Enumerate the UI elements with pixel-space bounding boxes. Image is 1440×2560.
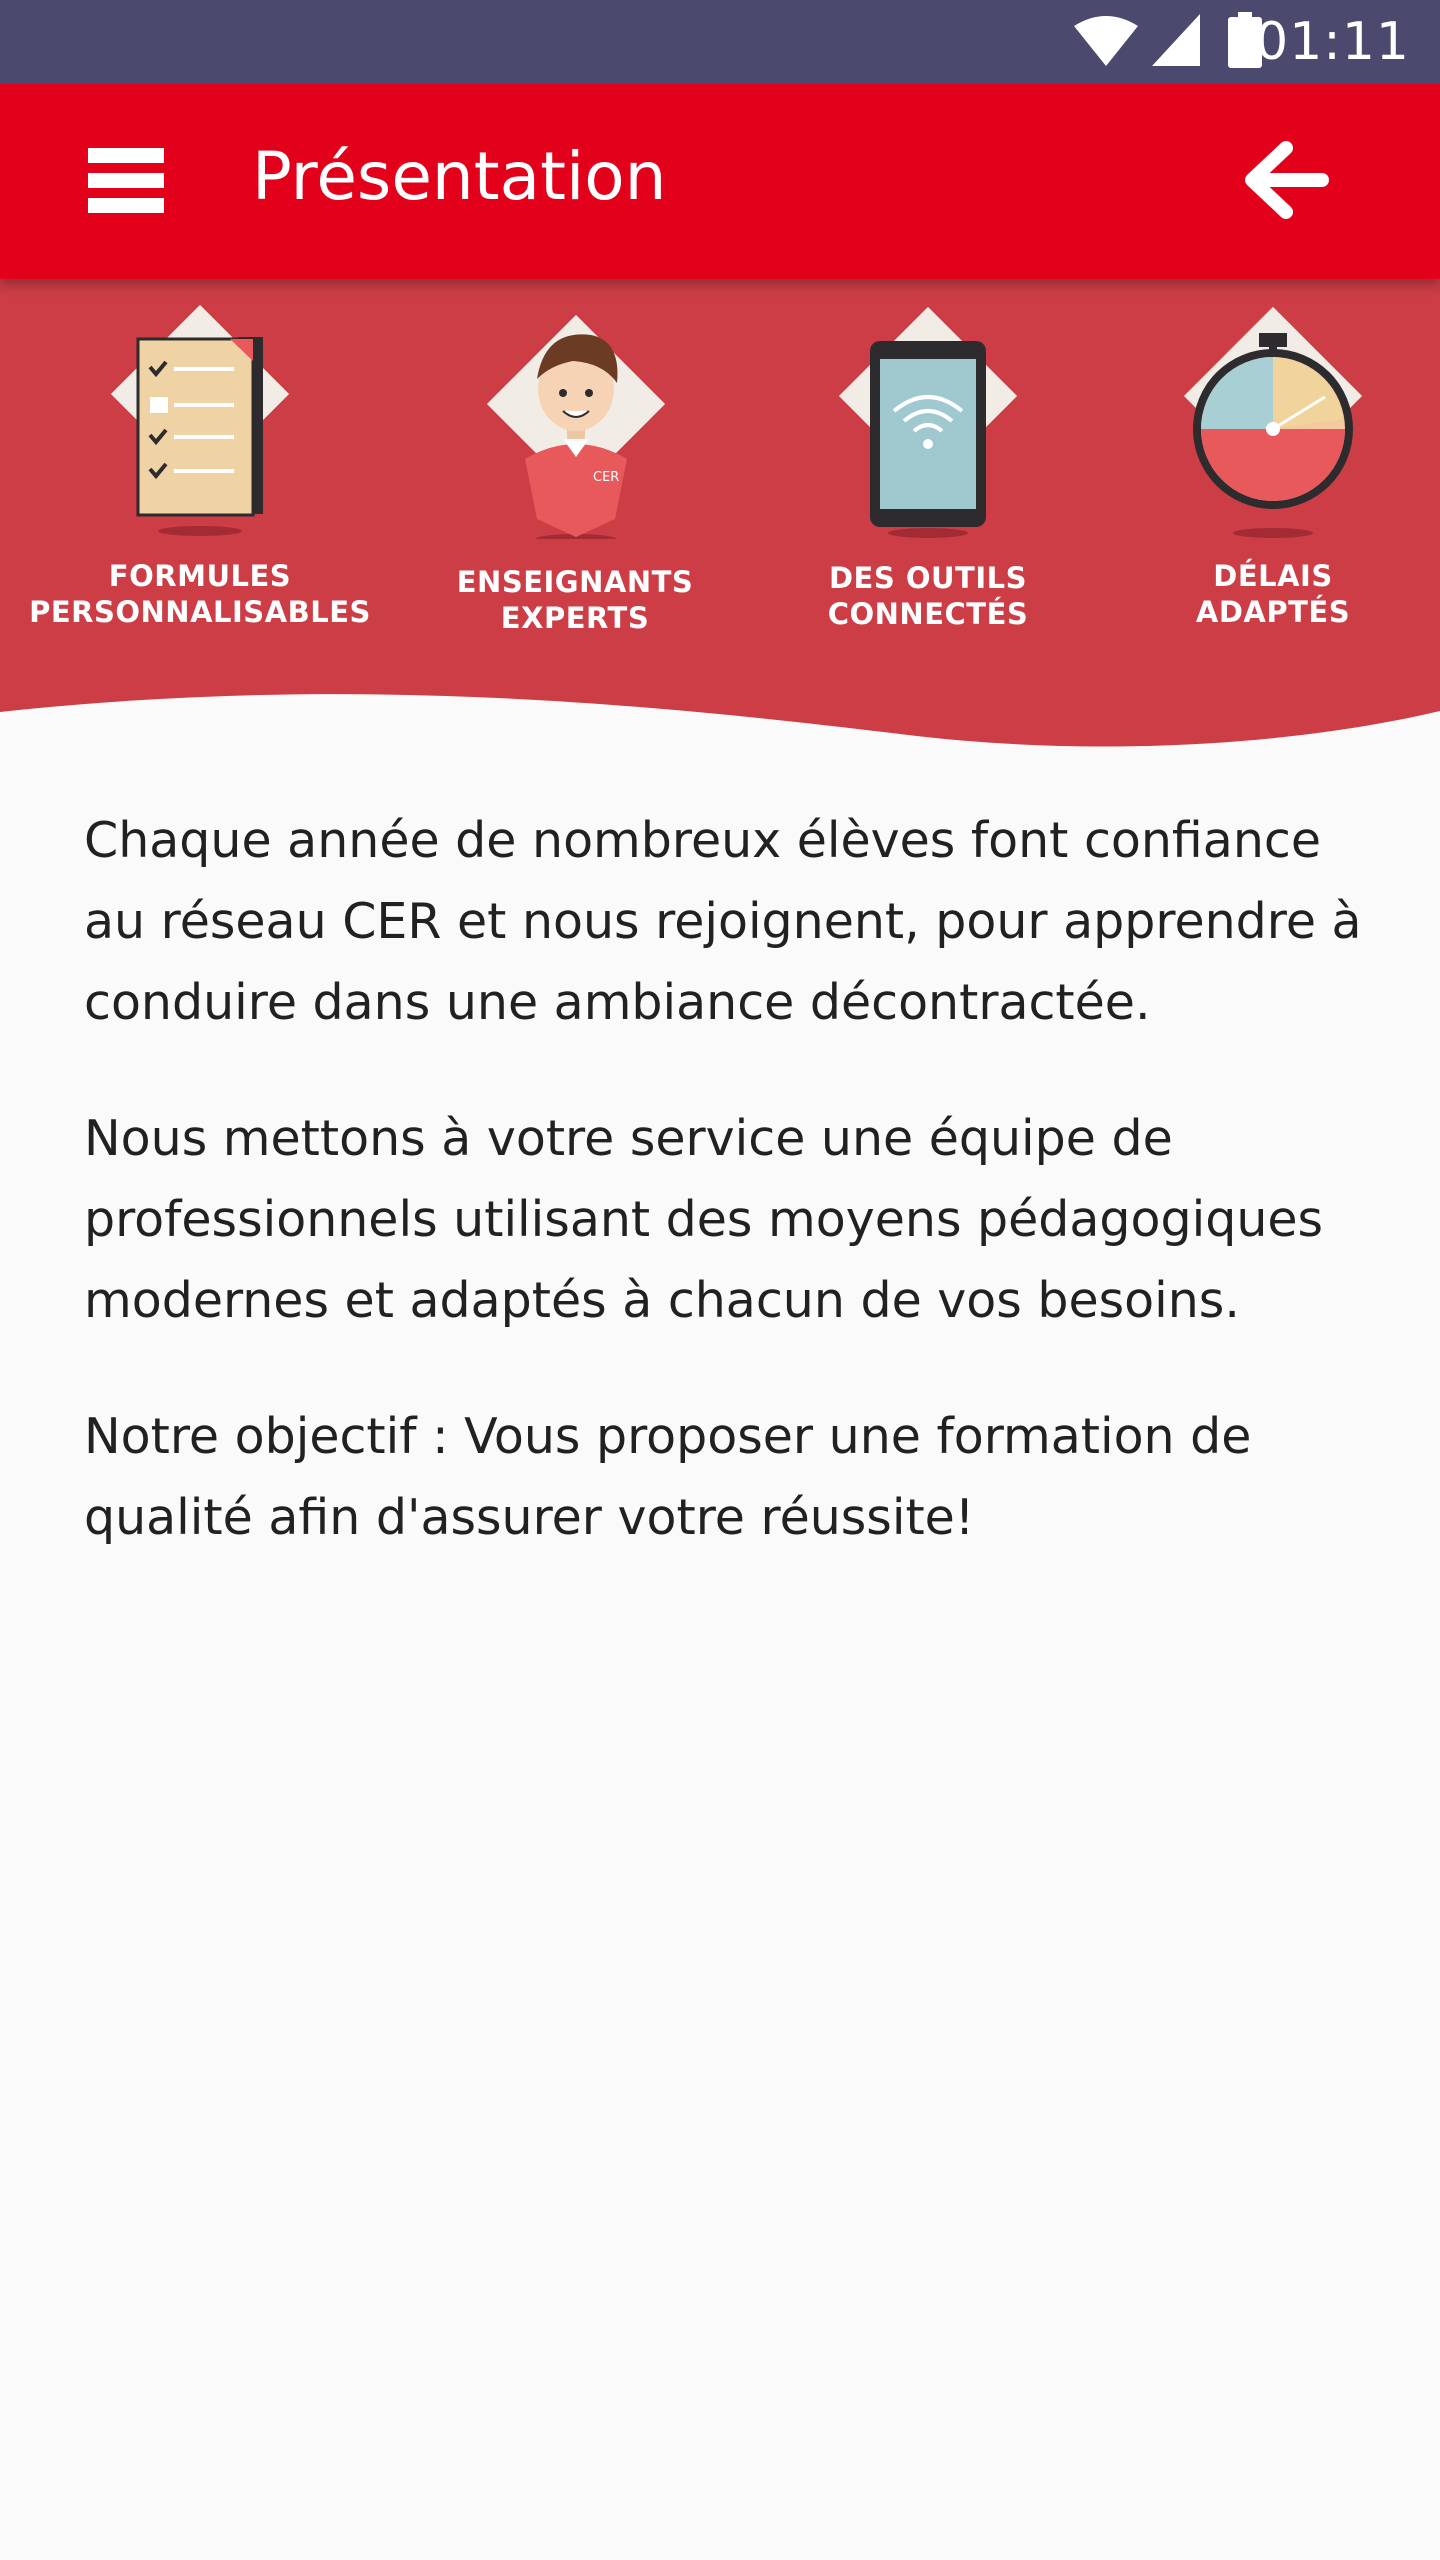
stopwatch-icon xyxy=(1093,279,1440,539)
signal-icon xyxy=(1152,14,1200,66)
feature-label: DÉLAIS ADAPTÉS xyxy=(1195,559,1351,629)
feature-delais xyxy=(1093,279,1440,679)
feature-label: ENSEIGNANTS EXPERTS xyxy=(456,565,694,635)
feature-enseignants xyxy=(395,279,755,679)
arrow-left-icon[interactable] xyxy=(1240,140,1330,220)
page-title: Présentation xyxy=(252,138,667,215)
paragraph-team: Nous mettons à votre service une équipe de professionnels utilisant des moyens pédagogiques modernes et adaptés à chacun de vos besoins. xyxy=(84,1110,1324,1329)
instructor-icon xyxy=(395,279,755,539)
feature-label: DES OUTILS CONNECTÉS xyxy=(827,561,1029,631)
feature-label: FORMULES PERSONNALISABLES xyxy=(29,559,371,629)
presentation-content xyxy=(84,800,1384,1613)
features-banner xyxy=(0,279,1440,749)
paragraph-intro: Chaque année de nombreux élèves font confiance au réseau CER et nous rejoignent, pour apprendre à conduire dans une ambiance décontractée. xyxy=(84,812,1362,1031)
wifi-icon xyxy=(1074,14,1138,66)
checklist-icon xyxy=(20,279,380,539)
svg-text:CER: CER xyxy=(593,470,620,485)
status-bar xyxy=(0,0,1440,84)
feature-outils xyxy=(748,279,1108,679)
status-time: 01:11 xyxy=(1255,12,1410,72)
feature-formules xyxy=(20,279,380,679)
tablet-wifi-icon xyxy=(748,279,1108,539)
hamburger-menu-icon[interactable] xyxy=(88,148,164,214)
app-bar xyxy=(0,84,1440,279)
paragraph-objective: Notre objectif : Vous proposer une formation de qualité afin d'assurer votre réussite! xyxy=(84,1408,1252,1546)
